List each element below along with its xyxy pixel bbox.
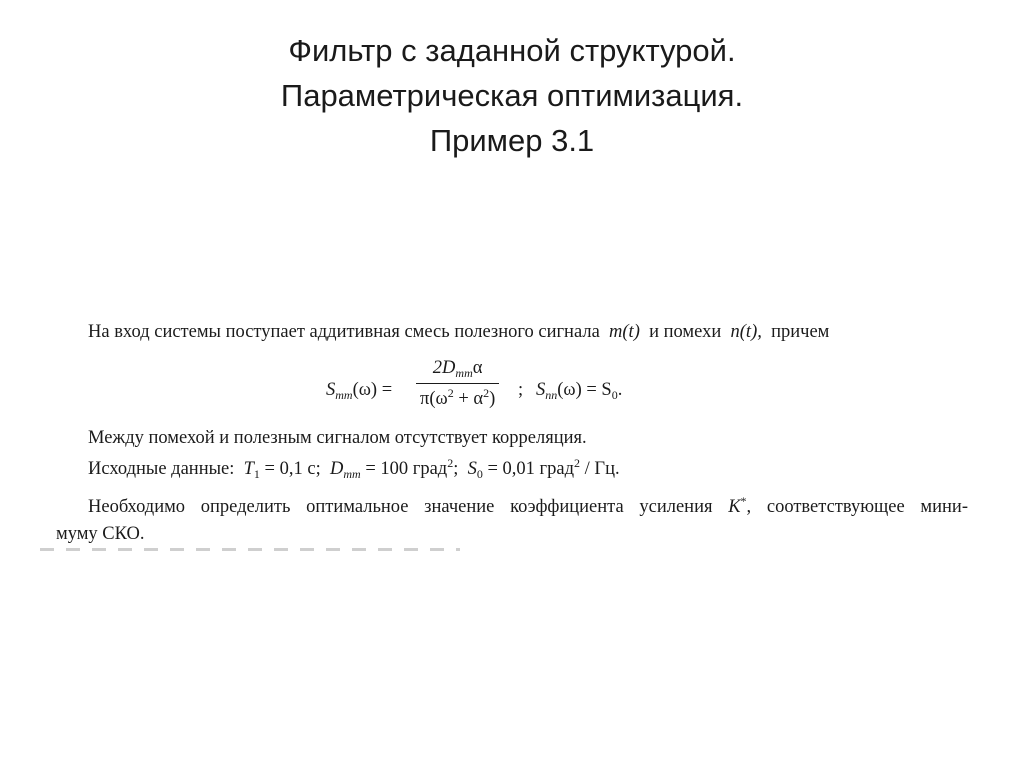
correlation-line: Между помехой и полезным сигналом отсутствует корреляция. bbox=[88, 428, 587, 448]
title-line-2: Параметрическая оптимизация. bbox=[280, 78, 744, 113]
fraction-bar bbox=[416, 383, 499, 384]
fraction-numerator: $2D_{mm}\alpha$ bbox=[432, 358, 483, 380]
title-line-1: Фильтр с заданной структурой. bbox=[288, 33, 736, 68]
slide-title bbox=[0, 28, 1024, 163]
formula-rhs: $S_{nn}(\omega) = S_0$. bbox=[536, 380, 623, 402]
formula-separator: ; bbox=[518, 380, 524, 400]
given-label: Исходные данные: bbox=[88, 459, 235, 479]
signal-n: n(t), bbox=[730, 322, 762, 342]
formula-fraction bbox=[416, 358, 499, 410]
given-data-line: Исходные данные: $T_1 = 0,1$ с; $D_{mm} = 100$ град$^2$; $S_0 = 0,01$ град$^2$ / Гц. bbox=[88, 456, 620, 481]
gain-symbol: K bbox=[728, 497, 741, 517]
formula-lhs: $S_{mm}(\omega)$ = bbox=[326, 380, 393, 402]
intro-text: На вход системы поступает аддитивная смесь полезного сигнала bbox=[88, 322, 600, 342]
title-line-3: Пример 3.1 bbox=[429, 123, 595, 158]
task-text-end: , соответствующее мини- bbox=[746, 497, 968, 517]
wherein-text: причем bbox=[771, 322, 830, 342]
and-noise-text: и помехи bbox=[649, 322, 722, 342]
task-line-1: Необходимо определить оптимальное значение коэффициента усиления K*, соответствующее мини- bbox=[88, 494, 968, 517]
task-text: Необходимо определить оптимальное значение коэффициента усиления bbox=[88, 497, 713, 517]
cropped-text-remnant bbox=[40, 548, 460, 551]
spectral-density-formula bbox=[326, 358, 726, 428]
signal-m: m(t) bbox=[609, 322, 640, 342]
fraction-denominator: $\pi(\omega^2 + \alpha^2)$ bbox=[420, 386, 496, 409]
task-line-2: муму СКО. bbox=[56, 524, 145, 544]
intro-line bbox=[88, 322, 829, 343]
